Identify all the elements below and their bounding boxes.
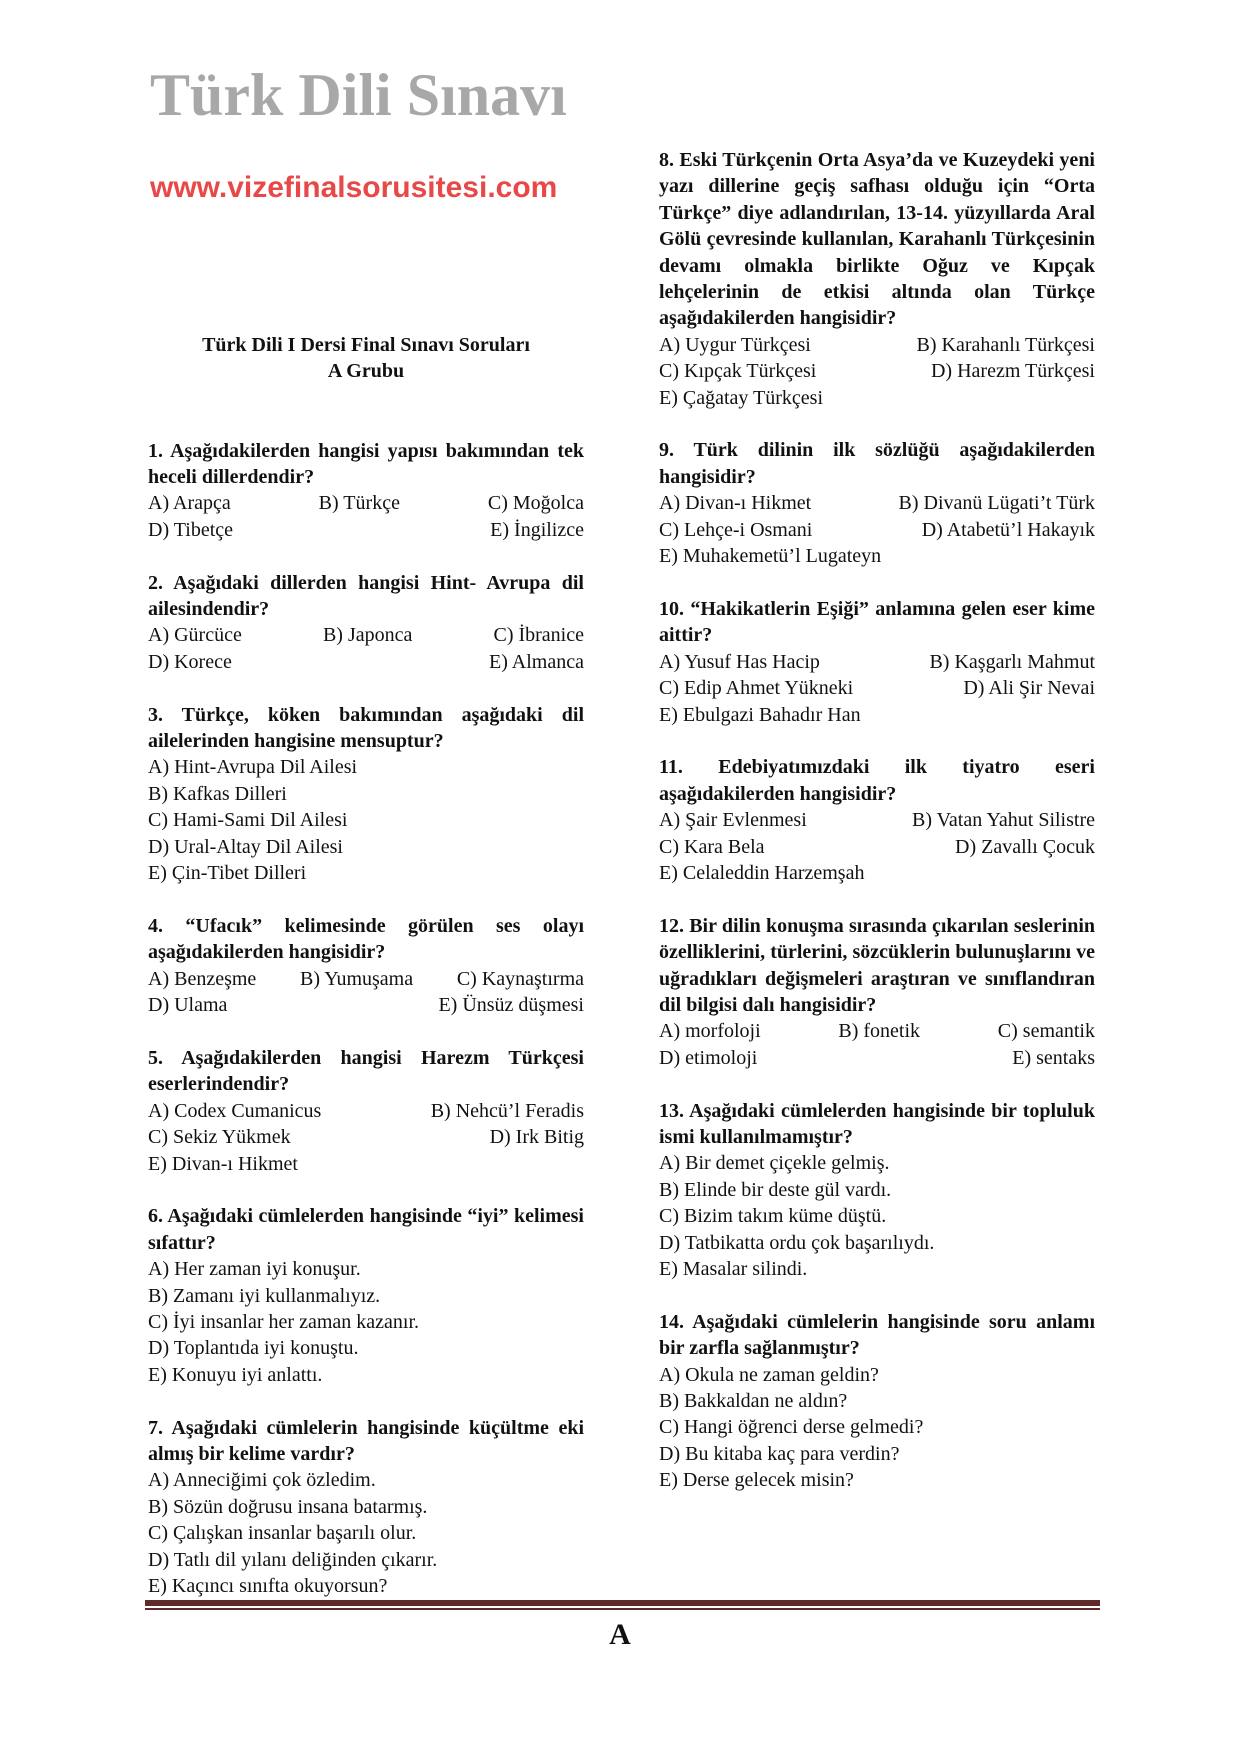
question-stem: 2. Aşağıdaki dillerden hangisi Hint- Avrupa dil ailesindendir? [148, 571, 584, 621]
answer-option: E) Divan-ı Hikmet [148, 1152, 298, 1175]
answer-option: B) Zamanı iyi kullanmalıyız. [148, 1284, 381, 1307]
answer-option: E) İngilizce [490, 518, 584, 541]
question-stem: 5. Aşağıdakilerden hangisi Harezm Türkçesi eserlerindendir? [148, 1046, 584, 1096]
answer-option: B) Türkçe [318, 492, 400, 515]
answer-option: E) Masalar silindi. [659, 1257, 808, 1280]
option-row [659, 517, 1095, 543]
option-row [659, 702, 1095, 728]
option-row [148, 622, 584, 648]
answer-option: C) Hangi öğrenci derse gelmedi? [659, 1416, 924, 1439]
answer-option: C) İbranice [493, 624, 584, 647]
option-row [148, 1256, 584, 1282]
answer-option: C) Moğolca [487, 492, 584, 515]
option-row [659, 807, 1095, 833]
answer-option: B) Yumuşama [299, 967, 414, 990]
answer-option: D) Atabetü’l Hakayık [921, 518, 1095, 541]
answer-option: A) Divan-ı Hikmet [659, 492, 812, 515]
answer-option: B) Karahanlı Türkçesi [916, 333, 1095, 356]
answer-option: A) Yusuf Has Hacip [659, 650, 820, 673]
option-row [148, 1573, 584, 1599]
answer-option: A) Şair Evlenmesi [659, 809, 807, 832]
question [659, 754, 1095, 886]
option-row [659, 675, 1095, 701]
answer-option: A) Bir demet çiçekle gelmiş. [659, 1152, 890, 1175]
option-row [659, 1362, 1095, 1388]
answer-option: B) Divanü Lügati’t Türk [898, 492, 1095, 515]
option-row [148, 966, 584, 992]
question-stem: 14. Aşağıdaki cümlelerin hangisinde soru anlamı bir zarfla sağlanmıştır? [659, 1310, 1095, 1360]
exam-title-line: Türk Dili I Dersi Final Sınavı Soruları [202, 334, 530, 356]
option-row [659, 1018, 1095, 1044]
option-row [659, 1467, 1095, 1493]
answer-option: C) Lehçe-i Osmani [659, 518, 813, 541]
footer-group-letter: A [609, 1618, 631, 1651]
answer-option: A) Uygur Türkçesi [659, 333, 811, 356]
option-row [148, 1335, 584, 1361]
answer-option: C) Çalışkan insanlar başarılı olur. [148, 1522, 417, 1545]
right-column [659, 147, 1095, 1520]
answer-option: C) İyi insanlar her zaman kazanır. [148, 1310, 419, 1333]
right-question-list [659, 147, 1095, 1494]
option-row [659, 1388, 1095, 1414]
question [659, 596, 1095, 728]
question [148, 1045, 584, 1177]
question [148, 913, 584, 1019]
question-stem: 9. Türk dilinin ilk sözlüğü aşağıdakilerden hangisidir? [659, 439, 1095, 488]
answer-option: E) Almanca [489, 650, 584, 673]
answer-option: D) Ural-Altay Dil Ailesi [148, 835, 343, 858]
option-row [148, 1098, 584, 1124]
question-stem: 1. Aşağıdakilerden hangisi yapısı bakımından tek heceli dillerdendir? [148, 439, 584, 489]
answer-option: B) Kafkas Dilleri [148, 782, 287, 805]
answer-option: E) Konuyu iyi anlattı. [148, 1363, 323, 1386]
answer-option: C) Hami-Sami Dil Ailesi [148, 809, 348, 832]
option-row [148, 1362, 584, 1388]
option-row [148, 517, 584, 543]
answer-option: D) Tatlı dil yılanı deliğinden çıkarır. [148, 1548, 438, 1571]
answer-option: D) Zavallı Çocuk [955, 835, 1095, 858]
option-row [659, 860, 1095, 886]
option-row [148, 781, 584, 807]
watermark-subject: Türk Dili Sınavı [150, 62, 567, 128]
answer-option: B) Vatan Yahut Silistre [912, 809, 1095, 832]
option-row [148, 1124, 584, 1150]
question [148, 702, 584, 887]
option-row [659, 834, 1095, 860]
question-stem: 11. Edebiyatımızdaki ilk tiyatro eseri aşağıdakilerden hangisidir? [659, 756, 1095, 805]
option-row [148, 1283, 584, 1309]
left-column [148, 332, 584, 1626]
answer-option: D) Tatbikatta ordu çok başarılıydı. [659, 1231, 935, 1254]
answer-option: B) fonetik [838, 1020, 921, 1043]
answer-option: E) Kaçıncı sınıfta okuyorsun? [148, 1574, 388, 1597]
answer-option: A) Her zaman iyi konuşur. [148, 1258, 361, 1281]
answer-option: D) Bu kitaba kaç para verdin? [659, 1442, 900, 1465]
answer-option: A) Hint-Avrupa Dil Ailesi [148, 756, 358, 779]
option-row [659, 1045, 1095, 1071]
answer-option: C) Kaynaştırma [456, 967, 584, 990]
answer-option: D) Harezm Türkçesi [930, 360, 1095, 383]
answer-option: B) Sözün doğrusu insana batarmış. [148, 1495, 428, 1518]
answer-option: E) Muhakemetü’l Lugateyn [659, 545, 882, 568]
option-row [659, 1441, 1095, 1467]
answer-option: B) Japonca [322, 624, 413, 647]
option-row [148, 490, 584, 516]
answer-option: C) Bizim takım küme düştü. [659, 1205, 887, 1228]
answer-option: B) Bakkaldan ne aldın? [659, 1390, 848, 1412]
question [659, 147, 1095, 411]
answer-option: A) morfoloji [659, 1020, 761, 1043]
watermark-site: www.vizefinalsorusitesi.com [150, 171, 558, 204]
option-row [148, 1520, 584, 1546]
answer-option: E) Çin-Tibet Dilleri [148, 862, 307, 885]
answer-option: C) semantik [997, 1020, 1095, 1043]
answer-option: C) Edip Ahmet Yükneki [659, 677, 854, 700]
answer-option: A) Gürcüce [148, 624, 242, 647]
question [148, 1203, 584, 1388]
question [659, 1098, 1095, 1283]
answer-option: E) sentaks [1012, 1046, 1095, 1069]
option-row [659, 490, 1095, 516]
option-row [659, 385, 1095, 411]
answer-option: C) Sekiz Yükmek [148, 1126, 291, 1149]
question-stem: 7. Aşağıdaki cümlelerin hangisinde küçültme eki almış bir kelime vardır? [148, 1416, 584, 1465]
option-row [148, 834, 584, 860]
question-stem: 4. “Ufacık” kelimesinde görülen ses olayı aşağıdakilerden hangisidir? [148, 914, 584, 964]
answer-option: D) etimoloji [659, 1046, 758, 1069]
option-row [148, 754, 584, 780]
option-row [659, 649, 1095, 675]
answer-option: A) Benzeşme [148, 967, 257, 990]
question [659, 913, 1095, 1071]
exam-title [148, 332, 584, 385]
option-row [659, 1203, 1095, 1229]
question [148, 570, 584, 676]
answer-option: D) Tibetçe [148, 518, 233, 541]
option-row [659, 1150, 1095, 1176]
option-row [148, 649, 584, 675]
question-stem: 6. Aşağıdaki cümlelerden hangisinde “iyi” kelimesi sıfattır? [148, 1205, 584, 1254]
question-stem: 13. Aşağıdaki cümlelerden hangisinde bir topluluk ismi kullanılmamıştır? [659, 1099, 1095, 1148]
answer-option: E) Derse gelecek misin? [659, 1469, 854, 1492]
question [659, 437, 1095, 569]
option-row [148, 807, 584, 833]
answer-option: C) Kıpçak Türkçesi [659, 360, 817, 383]
left-question-list [148, 438, 584, 1600]
option-row [148, 1547, 584, 1573]
question-stem: 10. “Hakikatlerin Eşiği” anlamına gelen eser kime aittir? [659, 597, 1095, 647]
option-row [148, 1151, 584, 1177]
answer-option: D) Toplantıda iyi konuştu. [148, 1337, 359, 1360]
option-row [659, 1230, 1095, 1256]
answer-option: C) Kara Bela [659, 835, 765, 858]
answer-option: B) Nehcü’l Feradis [430, 1099, 584, 1122]
answer-option: A) Codex Cumanicus [148, 1099, 322, 1122]
option-row [148, 1309, 584, 1335]
option-row [659, 1414, 1095, 1440]
option-row [659, 332, 1095, 358]
question [148, 438, 584, 544]
option-row [148, 1494, 584, 1520]
exam-group: A Grubu [327, 360, 405, 383]
option-row [659, 1177, 1095, 1203]
option-row [659, 543, 1095, 569]
option-row [148, 992, 584, 1018]
question-stem: 3. Türkçe, köken bakımından aşağıdaki dil ailelerinden hangisine mensuptur? [148, 703, 584, 753]
option-row [148, 1467, 584, 1493]
answer-option: A) Okula ne zaman geldin? [659, 1363, 879, 1386]
answer-option: D) Korece [148, 650, 232, 673]
answer-option: E) Ünsüz düşmesi [438, 994, 584, 1017]
option-row [148, 860, 584, 886]
answer-option: D) Ulama [148, 994, 228, 1017]
question [148, 1415, 584, 1600]
question-stem: 12. Bir dilin konuşma sırasında çıkarılan seslerinin özelliklerini, türlerini, sözcüklerin bulunuşlarını ve uğradıkları değişmeleri araştıran ve sınıflandıran dil bilgisi dalı hangisidir? [659, 914, 1095, 1016]
answer-option: B) Kaşgarlı Mahmut [929, 650, 1095, 673]
answer-option: E) Celaleddin Harzemşah [659, 861, 865, 884]
option-row [659, 358, 1095, 384]
answer-option: D) Ali Şir Nevai [963, 677, 1095, 700]
answer-option: A) Arapça [148, 492, 231, 515]
question-stem: 8. Eski Türkçenin Orta Asya’da ve Kuzeydeki yeni yazı dillerine geçiş safhası olduğu için “Orta Türkçe” diye adlandırılan, 13-14. yüzyıllarda Aral Gölü çevresinde kullanılan, Karahanlı Türkçesinin devamı olmakla birlikte Oğuz ve Kıpçak lehçelerinin de etkisi altında olan Türkçe aşağıdakilerden hangisidir? [659, 149, 1095, 330]
question [659, 1309, 1095, 1494]
answer-option: B) Elinde bir deste gül vardı. [659, 1178, 892, 1201]
footer-rule-thick [145, 1600, 1100, 1606]
answer-option: A) Anneciğimi çok özledim. [148, 1469, 376, 1492]
answer-option: D) Irk Bitig [489, 1126, 584, 1149]
footer-rule-thin [145, 1608, 1100, 1610]
answer-option: E) Ebulgazi Bahadır Han [659, 703, 861, 726]
answer-option: E) Çağatay Türkçesi [659, 386, 824, 409]
option-row [659, 1256, 1095, 1282]
